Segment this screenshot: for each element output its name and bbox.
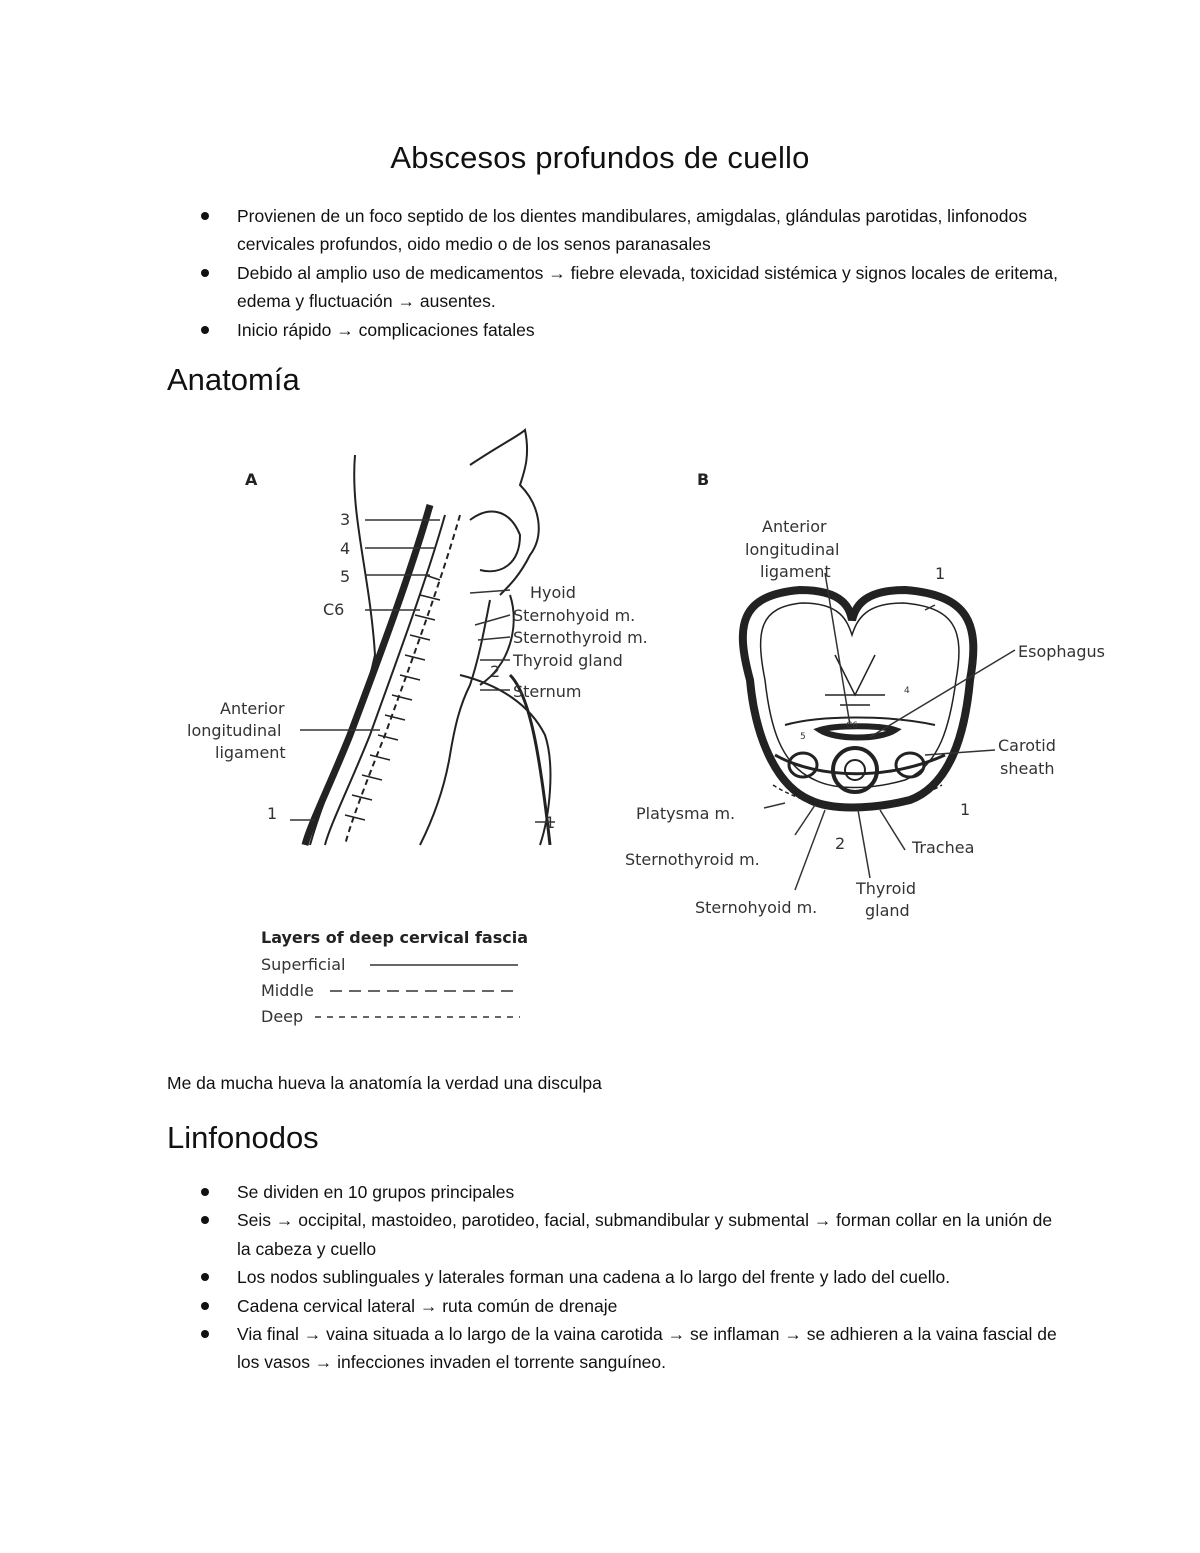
- b-sternothyroid-label: Sternothyroid m.: [625, 850, 760, 869]
- a-ligament-label-2: longitudinal: [187, 721, 282, 740]
- b-ligament-label-1: Anterior: [762, 517, 827, 536]
- bullet-icon: [201, 326, 209, 334]
- bullet-icon: [201, 1330, 209, 1338]
- b-sternohyoid-label: Sternohyoid m.: [695, 898, 818, 917]
- list-item: [200, 1292, 1060, 1320]
- panel-a-labels: [187, 470, 648, 832]
- b-layer-1-top-label: 1: [935, 564, 946, 583]
- list-item: [200, 1320, 1060, 1377]
- trachea-label: Trachea: [912, 838, 975, 857]
- section-heading-linfonodos: Linfonodos: [167, 1120, 319, 1155]
- layer-2-label: 2: [490, 662, 501, 681]
- lymph-bullet-list: [200, 1178, 1060, 1377]
- fascia-legend: [261, 928, 528, 1026]
- list-item-text: Cadena cervical lateral → ruta común de drenaje: [237, 1295, 618, 1316]
- thyroid-gland-label: Thyroid gland: [513, 651, 623, 670]
- thyroid-label-2: gland: [865, 901, 910, 920]
- cervical-fascia-figure: [180, 425, 1140, 1035]
- list-item: [200, 1263, 1060, 1291]
- b-ligament-label-2: longitudinal: [745, 540, 840, 559]
- legend-middle-label: Middle: [261, 981, 314, 1000]
- b-layer-2-label: 2: [835, 834, 846, 853]
- page-title: Abscesos profundos de cuello: [390, 140, 810, 175]
- carotid-label-1: Carotid: [998, 736, 1056, 755]
- list-item-text: Se dividen en 10 grupos principales: [237, 1182, 515, 1202]
- vertebra-label-c6: C6: [323, 600, 345, 619]
- list-item: [200, 316, 1060, 344]
- list-item-text: Via final → vaina situada a lo largo de la vaina carotida → se inflaman → se adhieren a la vaina fascial de los vasos → infecciones invaden el torrente sanguíneo.: [237, 1324, 1057, 1373]
- a-ligament-label-3: ligament: [215, 743, 286, 762]
- panel-b-cross-section-drawing: [743, 590, 973, 808]
- list-item: [200, 1178, 1060, 1206]
- sternothyroid-label: Sternothyroid m.: [513, 628, 648, 647]
- b-level-4-label: 4: [904, 686, 910, 696]
- b-level-5-label: 5: [800, 732, 806, 742]
- legend-title: Layers of deep cervical fascia: [261, 928, 528, 947]
- legend-superficial-label: Superficial: [261, 955, 346, 974]
- hyoid-label: Hyoid: [530, 583, 576, 602]
- a-ligament-label-1: Anterior: [220, 699, 285, 718]
- carotid-label-2: sheath: [1000, 759, 1055, 778]
- b-layer-1-bottom-label: 1: [960, 800, 971, 819]
- panel-b-label: B: [697, 470, 710, 489]
- bullet-icon: [201, 1302, 209, 1310]
- bullet-icon: [201, 1188, 209, 1196]
- sternum-label: Sternum: [513, 682, 582, 701]
- layer-1-left-label: 1: [267, 804, 278, 823]
- panel-a-label: A: [245, 470, 258, 489]
- list-item-text: Debido al amplio uso de medicamentos → fiebre elevada, toxicidad sistémica y signos locales de eritema, edema y fluctuación → ausentes.: [237, 262, 1058, 312]
- list-item-text: Seis → occipital, mastoideo, parotideo, facial, submandibular y submental → forman collar en la unión de la cabeza y cuello: [237, 1210, 1053, 1259]
- thyroid-label-1: Thyroid: [856, 879, 916, 898]
- vertebra-label-3: 3: [340, 510, 351, 529]
- vertebra-label-4: 4: [340, 539, 351, 558]
- list-item: [200, 202, 1060, 259]
- legend-deep-label: Deep: [261, 1007, 304, 1026]
- b-level-c6-label: C6: [846, 721, 859, 731]
- intro-bullet-list: [200, 202, 1060, 344]
- list-item-text: Inicio rápido → complicaciones fatales: [237, 319, 535, 340]
- b-ligament-label-3: ligament: [760, 562, 831, 581]
- section-heading-anatomy: Anatomía: [167, 362, 300, 397]
- sternohyoid-label: Sternohyoid m.: [513, 606, 636, 625]
- layer-1-right-label: 1: [545, 813, 556, 832]
- list-item: [200, 259, 1060, 316]
- esophagus-label: Esophagus: [1018, 642, 1105, 661]
- bullet-icon: [201, 269, 209, 277]
- bullet-icon: [201, 212, 209, 220]
- anatomy-note: Me da mucha hueva la anatomía la verdad una disculpa: [167, 1073, 602, 1093]
- list-item: [200, 1206, 1060, 1263]
- bullet-icon: [201, 1216, 209, 1224]
- list-item-text: Los nodos sublinguales y laterales forman una cadena a lo largo del frente y lado del cuello.: [237, 1267, 951, 1288]
- vertebra-label-5: 5: [340, 567, 351, 586]
- list-item-text: Provienen de un foco septido de los dientes mandibulares, amigdalas, glándulas parotidas, linfonodos cervicales profundos, oido medio o de los senos paranasales: [237, 206, 1027, 255]
- bullet-icon: [201, 1273, 209, 1281]
- platysma-label: Platysma m.: [636, 804, 736, 823]
